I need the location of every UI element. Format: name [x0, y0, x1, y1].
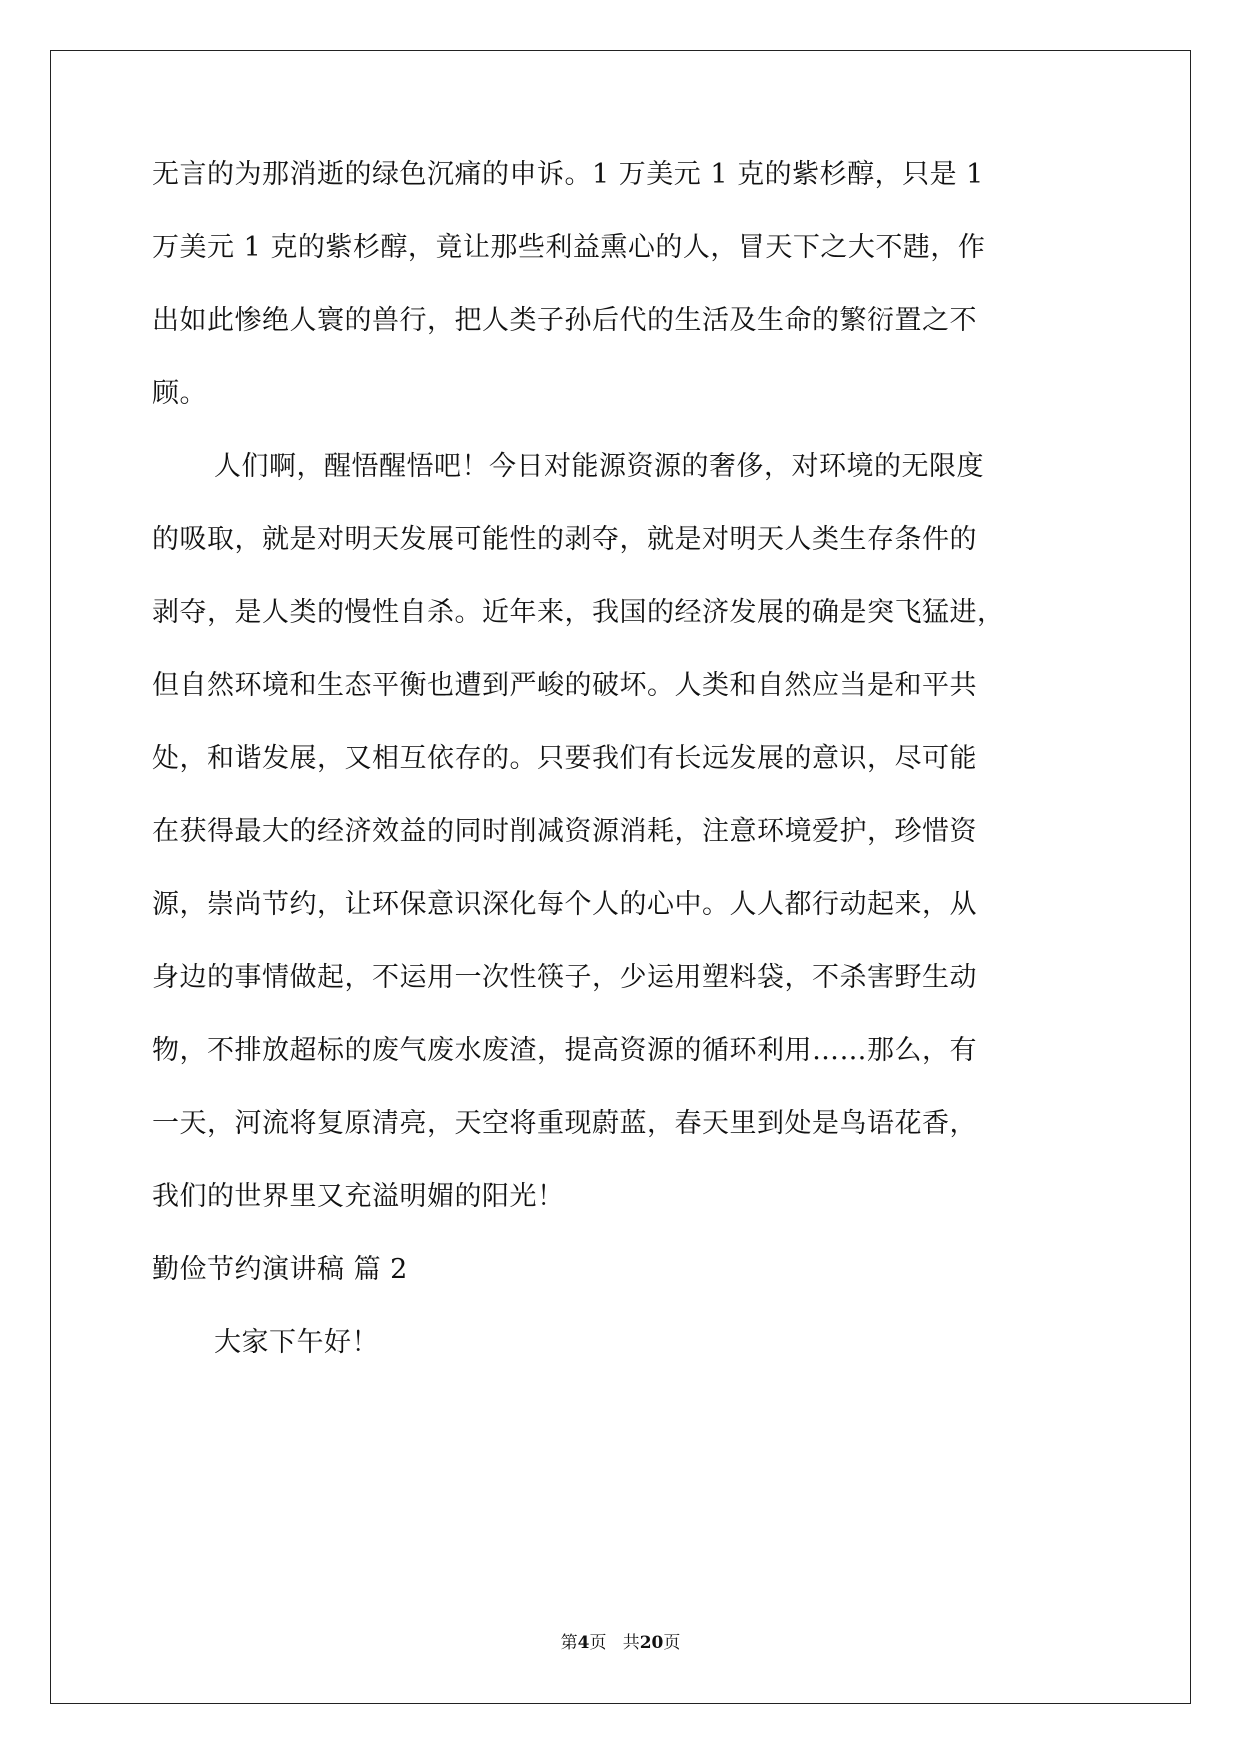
body-line-12: 身边的事情做起，不运用一次性筷子，少运用塑料袋，不杀害野生动	[152, 962, 977, 993]
body-line-11: 源，崇尚节约，让环保意识深化每个人的心中。人人都行动起来，从	[152, 889, 977, 920]
footer-total-prefix: 共	[622, 1633, 640, 1653]
body-line-4: 顾。	[152, 378, 207, 409]
greeting: 大家下午好！	[214, 1327, 379, 1358]
body-line-1: 无言的为那消逝的绿色沉痛的申诉。1 万美元 1 克的紫杉醇，只是 1	[152, 159, 984, 190]
footer-total-pages: 20	[639, 1633, 664, 1653]
body-line-5: 人们啊，醒悟醒悟吧！今日对能源资源的奢侈，对环境的无限度	[214, 451, 984, 482]
body-line-14: 一天，河流将复原清亮，天空将重现蔚蓝，春天里到处是鸟语花香，	[152, 1108, 977, 1139]
body-line-10: 在获得最大的经济效益的同时削减资源消耗，注意环境爱护，珍惜资	[152, 816, 977, 847]
page-footer	[0, 1632, 1241, 1654]
footer-page-suffix: 页	[589, 1633, 607, 1653]
section-title: 勤俭节约演讲稿 篇 2	[152, 1254, 408, 1285]
body-line-8: 但自然环境和生态平衡也遭到严峻的破坏。人类和自然应当是和平共	[152, 670, 977, 701]
body-line-7: 剥夺，是人类的慢性自杀。近年来，我国的经济发展的确是突飞猛进，	[152, 597, 1005, 628]
body-line-9: 处，和谐发展，又相互依存的。只要我们有长远发展的意识，尽可能	[152, 743, 977, 774]
footer-prefix: 第	[560, 1633, 578, 1653]
footer-page-number: 4	[577, 1633, 590, 1653]
body-line-3: 出如此惨绝人寰的兽行，把人类子孙后代的生活及生命的繁衍置之不	[152, 305, 977, 336]
body-line-13: 物，不排放超标的废气废水废渣，提高资源的循环利用……那么，有	[152, 1035, 977, 1066]
footer-total-suffix: 页	[663, 1633, 681, 1653]
body-line-2: 万美元 1 克的紫杉醇，竟让那些利益熏心的人，冒天下之大不韪，作	[152, 232, 986, 263]
body-line-6: 的吸取，就是对明天发展可能性的剥夺，就是对明天人类生存条件的	[152, 524, 977, 555]
body-line-15: 我们的世界里又充溢明媚的阳光！	[152, 1181, 565, 1212]
page-border	[50, 50, 1191, 1704]
